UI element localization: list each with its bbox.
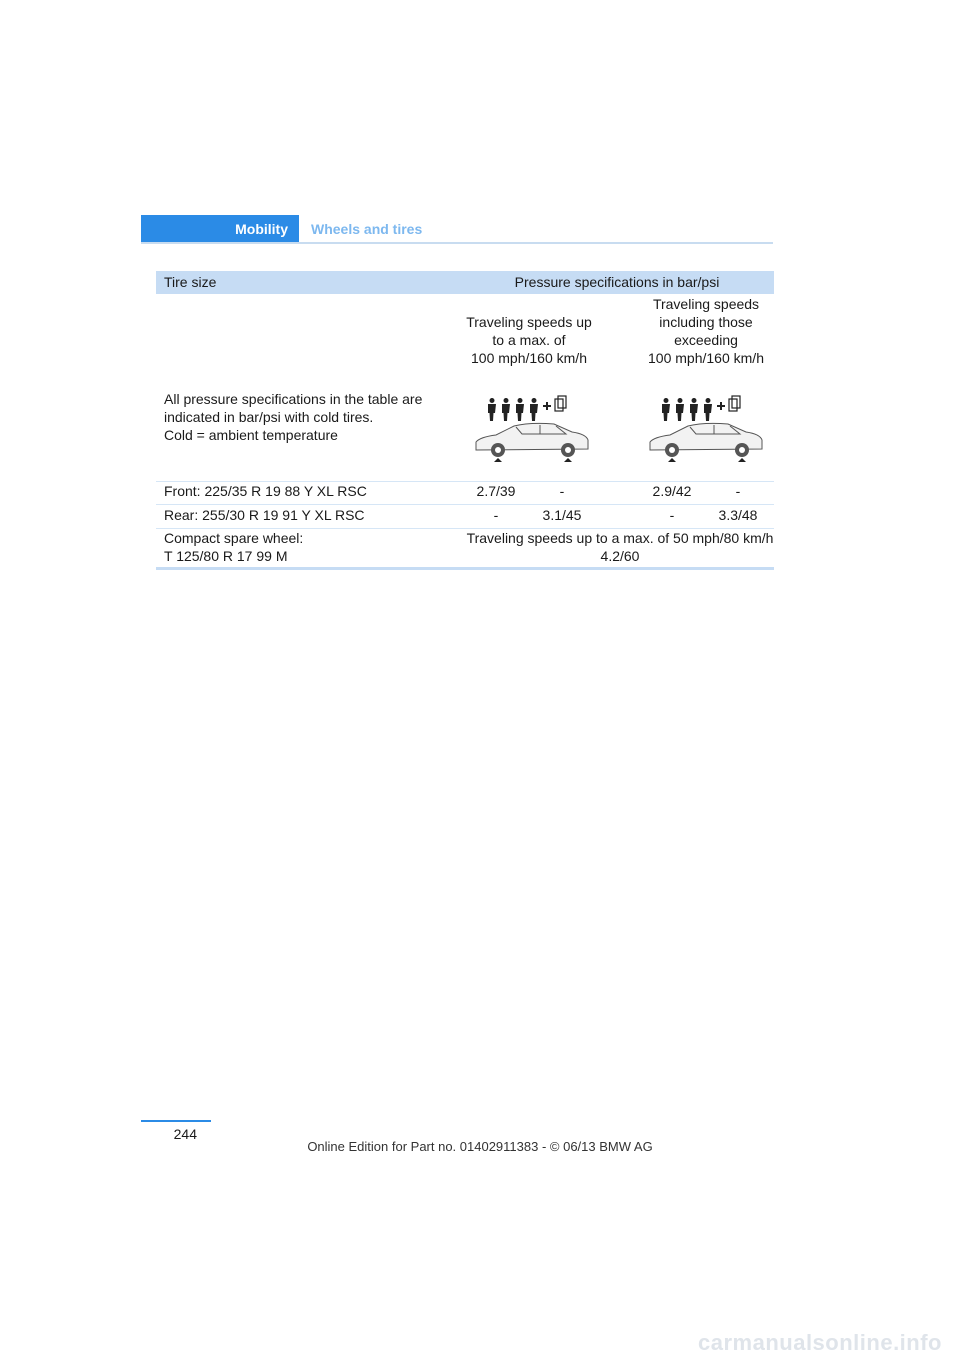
speed-high-line: including those (659, 314, 753, 330)
col-header-tire-size: Tire size (164, 274, 217, 290)
car-full-load-icon (470, 392, 596, 468)
car-full-load-icon (644, 392, 770, 468)
pressure-cell: 3.1/45 (542, 507, 582, 523)
watermark: carmanualsonline.info (698, 1330, 942, 1355)
pressure-cell: 3.3/48 (718, 507, 758, 523)
pressure-cell: - (735, 483, 741, 499)
table-bottom-rule (156, 567, 774, 570)
speed-high-header (634, 295, 778, 367)
note-line: indicated in bar/psi with cold tires. (164, 409, 374, 425)
speed-low-line: 100 mph/160 km/h (471, 350, 587, 366)
spare-wheel-pressure (462, 529, 778, 565)
tire-size-front: Front: 225/35 R 19 88 Y XL RSC (164, 483, 367, 499)
pressure-cell: - (493, 507, 499, 523)
speed-low-line: to a max. of (492, 332, 566, 348)
spare-wheel-label (164, 529, 303, 565)
edition-text: Online Edition for Part no. 01402911383 - © 06/13 BMW AG (307, 1139, 653, 1154)
speed-high-line: Traveling speeds (652, 296, 760, 312)
footer-rule (141, 1120, 211, 1122)
chapter-title: Wheels and tires (311, 221, 423, 237)
tire-size-rear: Rear: 255/30 R 19 91 Y XL RSC (164, 507, 365, 523)
speed-high-line: 100 mph/160 km/h (648, 350, 764, 366)
speed-high-line: exceeding (674, 332, 738, 348)
speed-low-header (458, 313, 600, 367)
page-header (141, 215, 773, 244)
cold-tire-note (164, 390, 454, 444)
pressure-cell: 2.7/39 (476, 483, 516, 499)
spare-label-line: Compact spare wheel: (164, 530, 304, 546)
section-tab: Mobility (141, 215, 299, 242)
note-line: Cold = ambient temperature (164, 427, 338, 443)
page-number: 244 (173, 1126, 197, 1142)
spare-pressure-value: 4.2/60 (600, 548, 640, 564)
pressure-cell: - (669, 507, 675, 523)
row-divider (156, 504, 774, 505)
table-header (156, 271, 774, 294)
pressure-cell: - (559, 483, 565, 499)
col-header-pressure: Pressure specifications in bar/psi (514, 274, 720, 290)
speed-low-line: Traveling speeds up (466, 314, 592, 330)
pressure-cell: 2.9/42 (652, 483, 692, 499)
spare-label-line: T 125/80 R 17 99 M (164, 548, 288, 564)
note-line: All pressure specifications in the table are (164, 391, 423, 407)
spare-speed-limit: Traveling speeds up to a max. of 50 mph/80 km/h (466, 530, 774, 546)
